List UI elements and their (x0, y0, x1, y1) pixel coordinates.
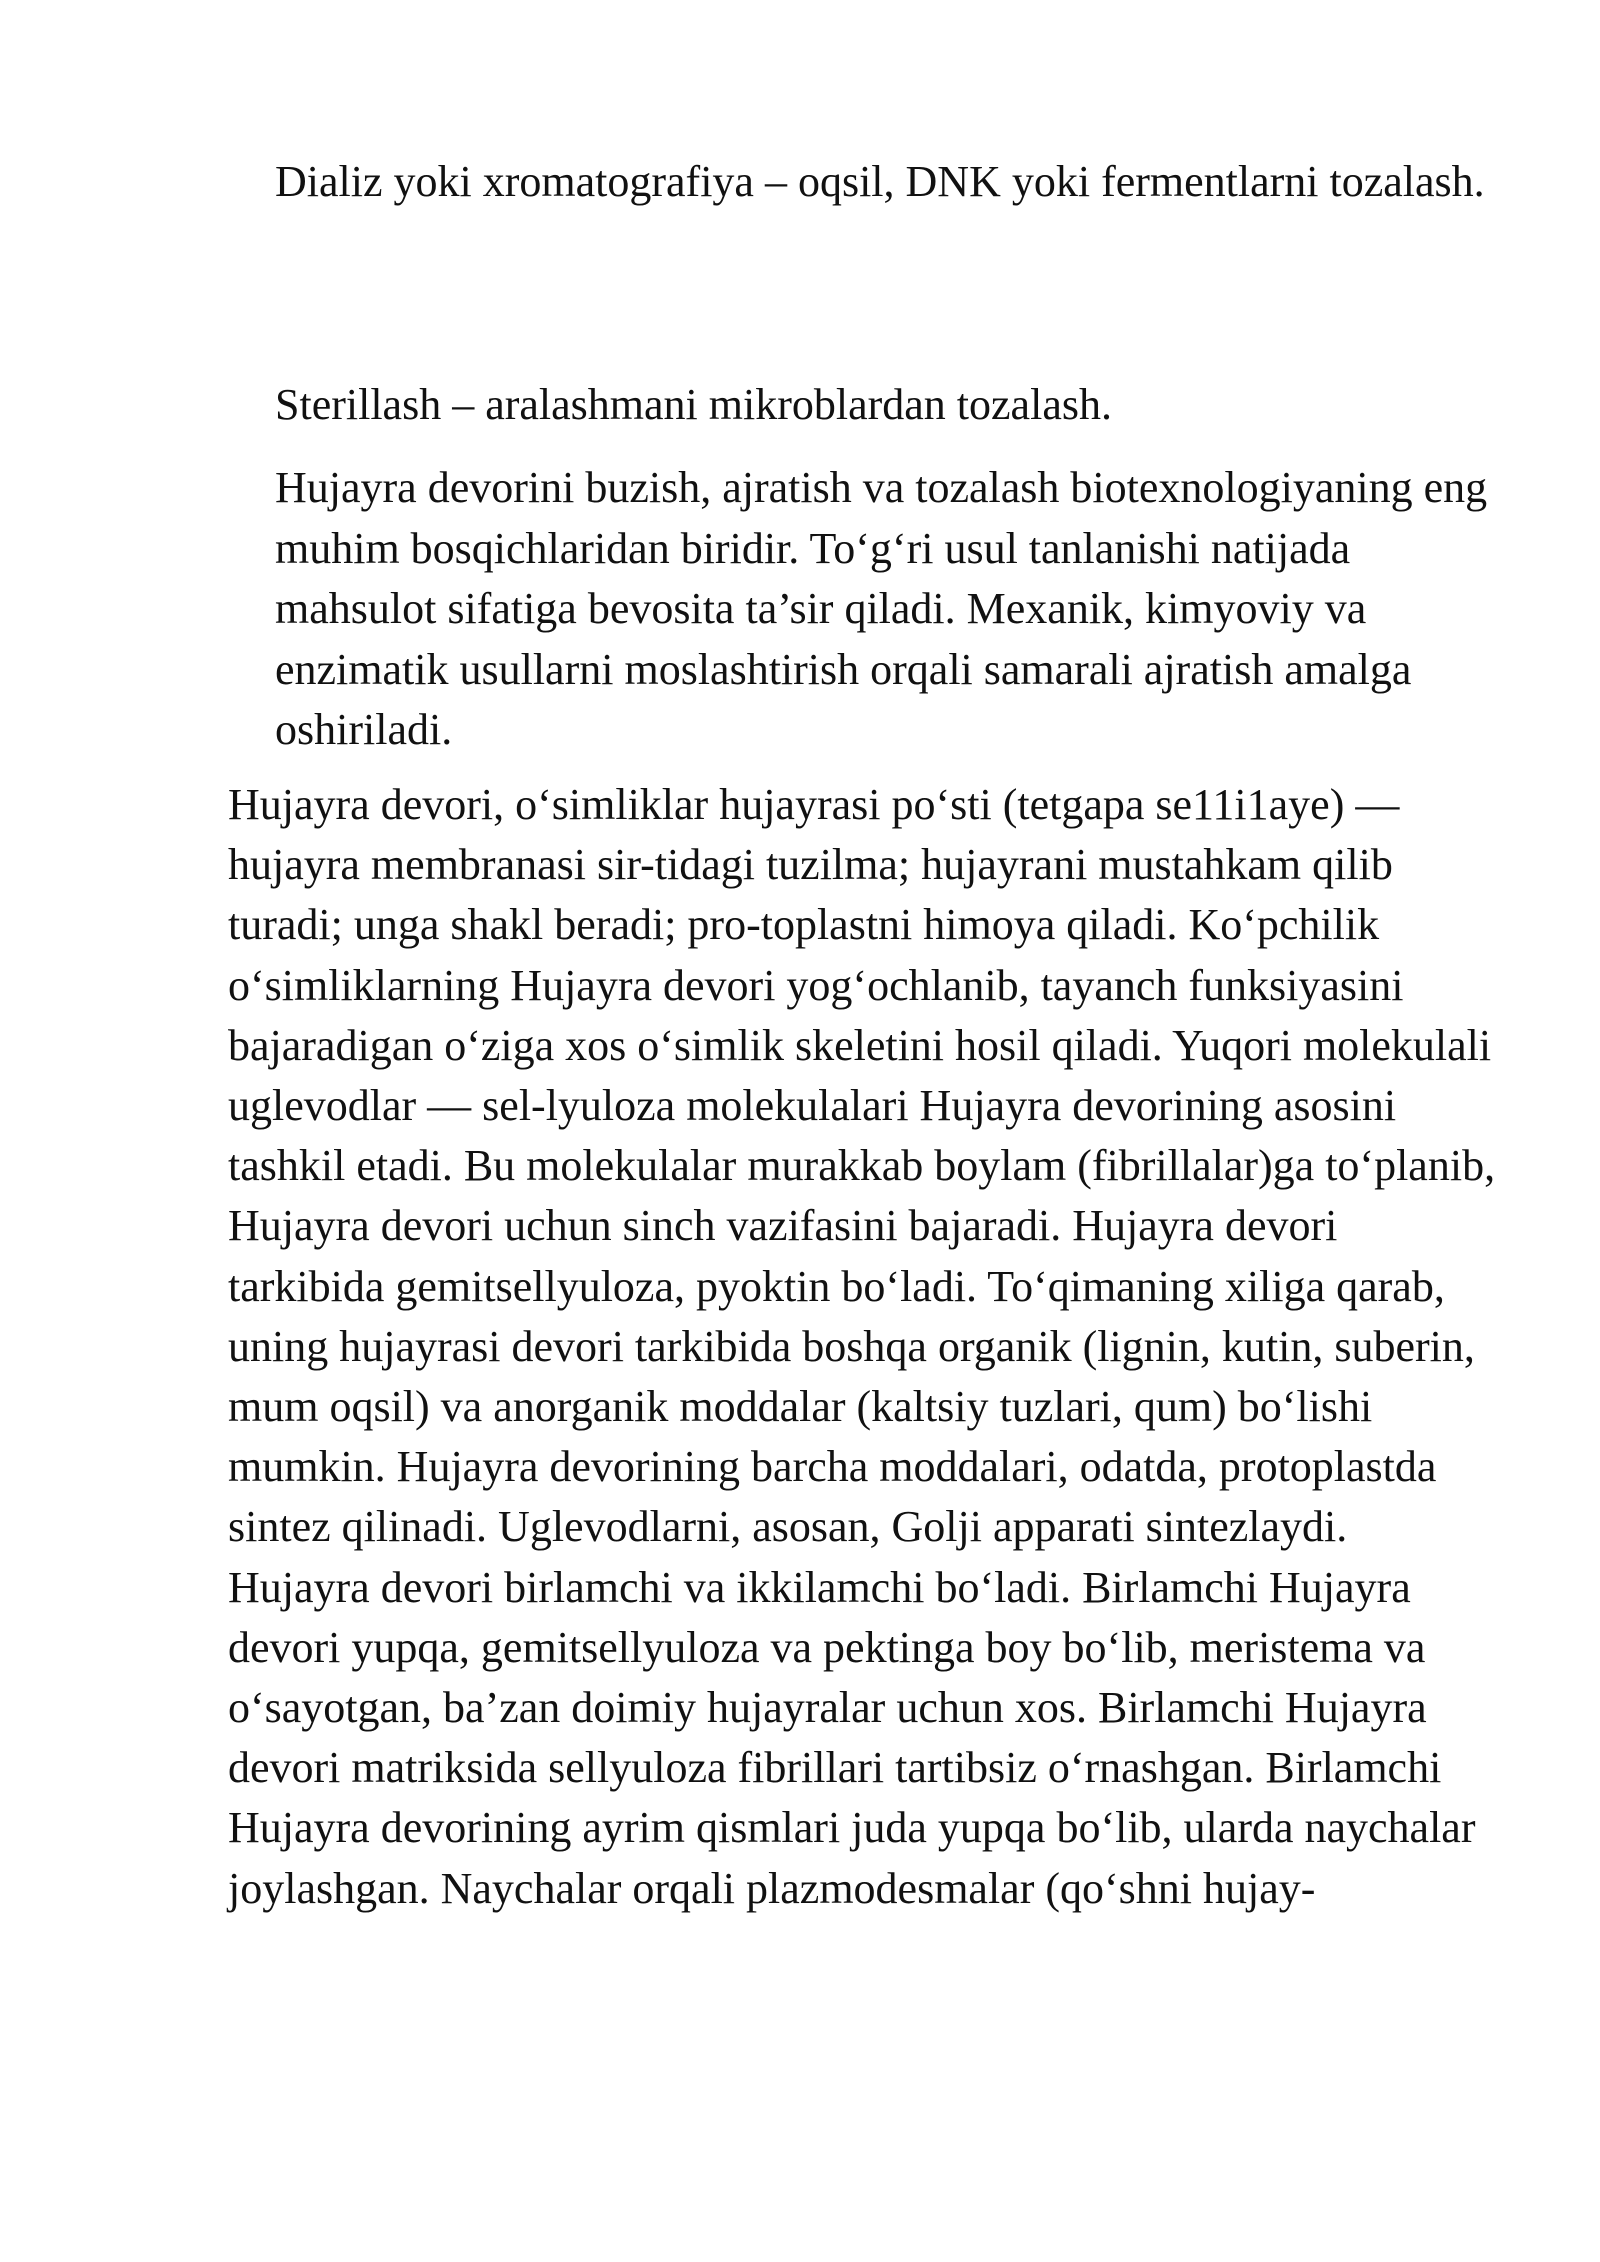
cell-wall-paragraph: Hujayra devori, o‘simliklar hujayrasi po‘sti (tetgapa se11i1aye) — hujayra membranasi sir-tidagi tuzilma; hujayrani mustahkam qilib turadi; unga shakl beradi; pro-toplastni himoya qiladi. Ko‘pchilik o‘simliklarning Hujayra devori yog‘ochlanib, tayanch funksiyasini bajaradigan o‘ziga xos o‘simlik skeletini hosil qiladi. Yuqori molekulali uglevodlar — sel-lyuloza molekulalari Hujayra devorining asosini tashkil etadi. Bu molekulalar murakkab boylam (fibrillalar)ga to‘planib, Hujayra devori uchun sinch vazifasini bajaradi. Hujayra devori tarkibida gemitsellyuloza, pyoktin bo‘ladi. To‘qimaning xiliga qarab, uning hujayrasi devori tarkibida boshqa organik (lignin, kutin, suberin, mum oqsil) va anorganik moddalar (kaltsiy tuzlari, qum) bo‘lishi mumkin. Hujayra devorining barcha moddalari, odatda, protoplastda sintez qilinadi. Uglevodlarni, asosan, Golji apparati sintezlaydi. Hujayra devori birlamchi va ikkilamchi bo‘ladi. Birlamchi Hujayra devori yupqa, gemitsellyuloza va pektinga boy bo‘lib, meristema va o‘sayotgan, ba’zan doimiy hujayralar uchun xos. Birlamchi Hujayra devori matriksida sellyuloza fibrillari tartibsiz o‘rnashgan. Birlamchi Hujayra devorining ayrim qismlari juda yupqa bo‘lib, ularda naychalar joylashgan. Naychalar orqali plazmodesmalar (qo‘shni hujay- (228, 780, 1496, 1913)
dializ-paragraph: Dializ yoki xromatografiya – oqsil, DNK yoki fermentlarni tozalash. (275, 157, 1485, 206)
sterillash-paragraph: Sterillash – aralashmani mikroblardan tozalash. (275, 380, 1112, 429)
summary-paragraph: Hujayra devorini buzish, ajratish va tozalash biotexnologiyaning eng muhim bosqichlaridan biridir. To‘g‘ri usul tanlanishi natijada mahsulot sifatiga bevosita ta’sir qiladi. Mexanik, kimyoviy va enzimatik usullarni moslashtirish orqali samarali ajratish amalga oshiriladi. (275, 463, 1488, 754)
